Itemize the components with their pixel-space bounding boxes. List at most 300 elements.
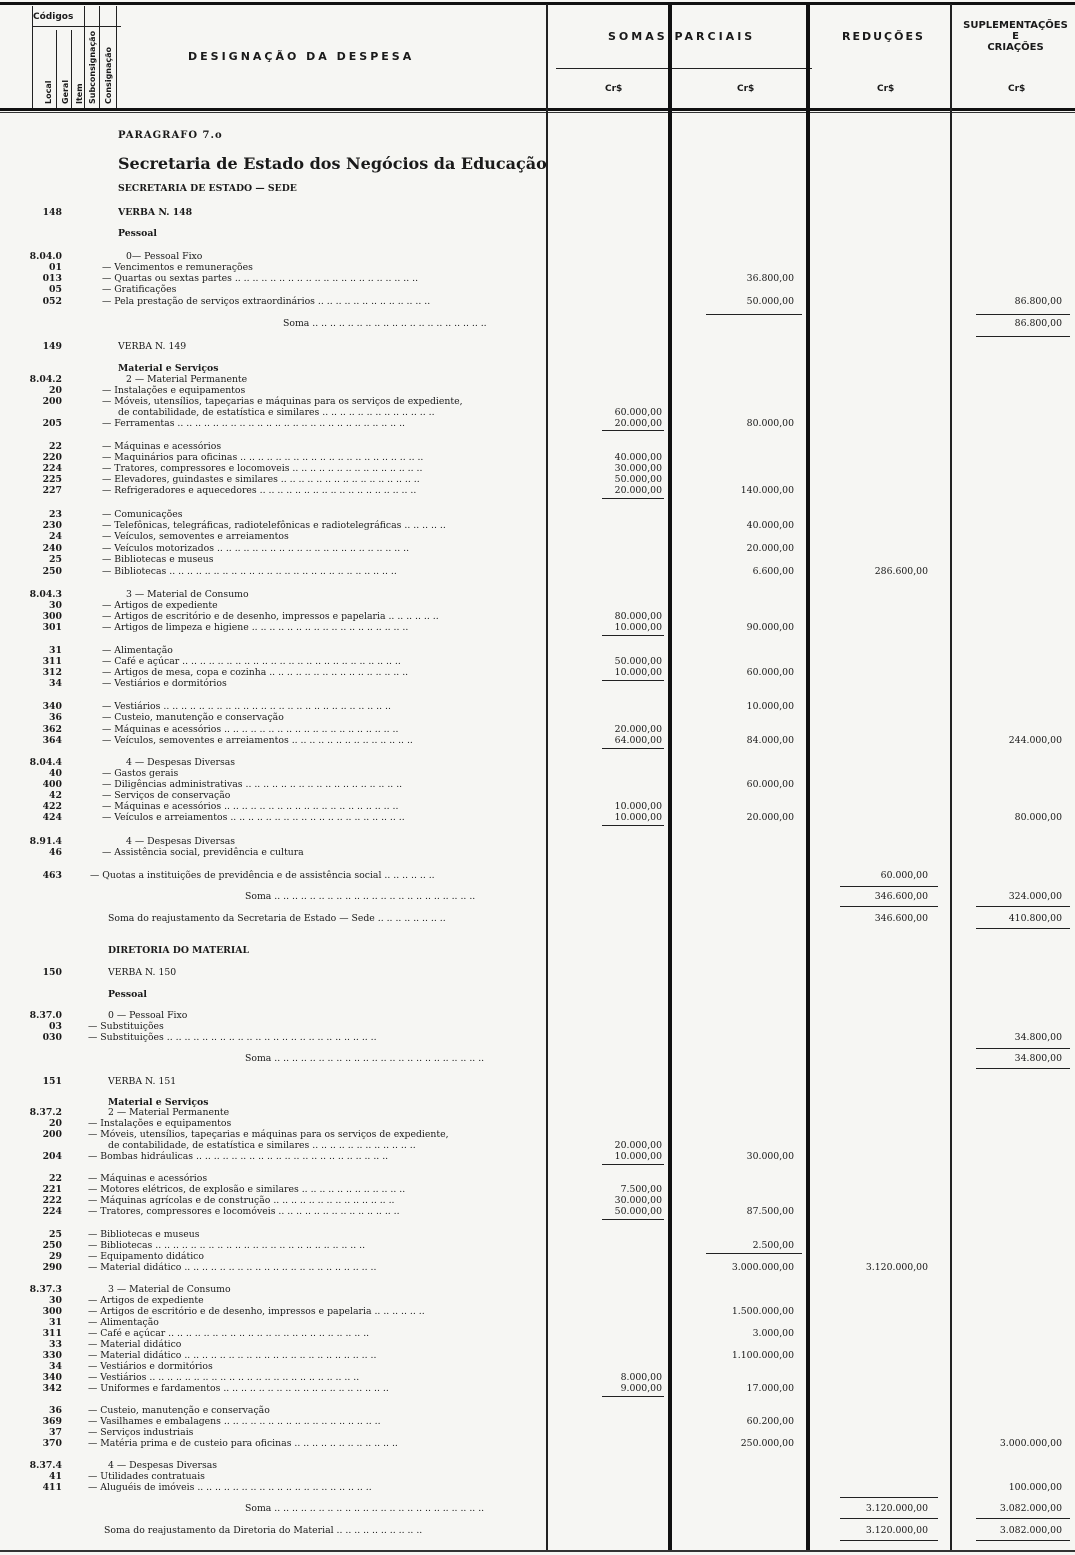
table-row bbox=[0, 724, 1075, 735]
amount-sup: 324.000,00 bbox=[1008, 891, 1062, 902]
row-description: Pessoal bbox=[118, 228, 157, 239]
amount-p2: 40.000,00 bbox=[746, 520, 794, 531]
table-row bbox=[0, 1151, 1075, 1162]
row-description: — Bibliotecas e museus bbox=[88, 1229, 200, 1240]
table-row bbox=[0, 262, 1075, 273]
row-code: 362 bbox=[42, 724, 62, 735]
amount-p1: 20.000,00 bbox=[614, 418, 662, 429]
sum-rule bbox=[602, 680, 664, 681]
sum-rule bbox=[976, 1048, 1070, 1049]
sum-rule bbox=[602, 1164, 664, 1165]
table-row bbox=[0, 1405, 1075, 1416]
table-row bbox=[0, 1350, 1075, 1361]
table-row bbox=[0, 1416, 1075, 1427]
row-description: 3 — Material de Consumo bbox=[126, 589, 249, 600]
row-description: Soma .. .. .. .. .. .. .. .. .. .. .. .. .. .. .. .. .. .. .. .. bbox=[283, 318, 487, 329]
table-row bbox=[0, 801, 1075, 812]
row-description: — Matéria prima e de custeio para oficinas .. .. .. .. .. .. .. .. .. .. .. .. bbox=[88, 1438, 398, 1449]
table-row bbox=[0, 768, 1075, 779]
row-description: — Vestiários e dormitórios bbox=[88, 1361, 213, 1372]
row-description: — Máquinas e acessórios bbox=[102, 441, 222, 452]
amount-p1: 10.000,00 bbox=[614, 812, 662, 823]
row-description: Soma .. .. .. .. .. .. .. .. .. .. .. .. .. .. .. .. .. .. .. .. .. .. .. .. bbox=[245, 1503, 485, 1514]
row-code: 205 bbox=[42, 418, 62, 429]
table-row bbox=[0, 1184, 1075, 1195]
sum-rule bbox=[706, 1253, 802, 1254]
table-row bbox=[0, 531, 1075, 542]
sum-rule bbox=[602, 1219, 664, 1220]
row-description: — Alimentação bbox=[102, 645, 173, 656]
table-row bbox=[0, 318, 1075, 329]
table-row bbox=[0, 656, 1075, 667]
amount-p1: 20.000,00 bbox=[614, 485, 662, 496]
row-code: 369 bbox=[42, 1416, 62, 1427]
table-row bbox=[0, 989, 1075, 1000]
table-row bbox=[0, 441, 1075, 452]
row-code: 8.37.4 bbox=[29, 1460, 62, 1471]
row-description: — Equipamento didático bbox=[88, 1251, 204, 1262]
amount-p2: 60.200,00 bbox=[746, 1416, 794, 1427]
row-description: — Instalações e equipamentos bbox=[88, 1118, 232, 1129]
amount-p2: 3.000,00 bbox=[752, 1328, 794, 1339]
amount-red: 346.600,00 bbox=[874, 913, 928, 924]
currency-sup: Cr$ bbox=[1008, 84, 1026, 94]
row-code: 370 bbox=[42, 1438, 62, 1449]
row-code: 330 bbox=[42, 1350, 62, 1361]
row-code: 30 bbox=[49, 600, 62, 611]
amount-p2: 10.000,00 bbox=[746, 701, 794, 712]
amount-red: 286.600,00 bbox=[874, 566, 928, 577]
row-description: — Bibliotecas .. .. .. .. .. .. .. .. .. .. .. .. .. .. .. .. .. .. .. .. .. .. .. .. .. .. bbox=[102, 566, 397, 577]
amount-red: 346.600,00 bbox=[874, 891, 928, 902]
sum-rule bbox=[976, 314, 1070, 315]
currency-red: Cr$ bbox=[877, 84, 895, 94]
row-description: de contabilidade, de estatística e similares .. .. .. .. .. .. .. .. .. .. .. .. bbox=[108, 1140, 416, 1151]
amount-p1: 40.000,00 bbox=[614, 452, 662, 463]
table-row bbox=[0, 485, 1075, 496]
amount-red: 3.120.000,00 bbox=[865, 1525, 928, 1536]
amount-p2: 20.000,00 bbox=[746, 543, 794, 554]
row-description: — Serviços industriais bbox=[88, 1427, 194, 1438]
table-row bbox=[0, 1306, 1075, 1317]
row-description: — Veículos, semoventes e arreiamentos .. .. .. .. .. .. .. .. .. .. .. .. .. .. bbox=[102, 735, 413, 746]
table-row bbox=[0, 622, 1075, 633]
row-code: 41 bbox=[49, 1471, 62, 1482]
table-row bbox=[0, 757, 1075, 768]
table-row bbox=[0, 1339, 1075, 1350]
amount-p1: 7.500,00 bbox=[620, 1184, 662, 1195]
row-code: 400 bbox=[42, 779, 62, 790]
sum-rule bbox=[602, 825, 664, 826]
amount-p1: 64.000,00 bbox=[614, 735, 662, 746]
row-code: 25 bbox=[49, 554, 62, 565]
row-description: — Material didático .. .. .. .. .. .. .. .. .. .. .. .. .. .. .. .. .. .. .. .. .. .. bbox=[88, 1262, 377, 1273]
row-description: Pessoal bbox=[108, 989, 147, 1000]
amount-p2: 17.000,00 bbox=[746, 1383, 794, 1394]
col-subconsignacao: Subconsignação bbox=[88, 30, 97, 104]
table-row bbox=[0, 566, 1075, 577]
amount-p2: 250.000,00 bbox=[740, 1438, 794, 1449]
row-code: 37 bbox=[49, 1427, 62, 1438]
amount-p1: 10.000,00 bbox=[614, 622, 662, 633]
row-code: 8.04.3 bbox=[29, 589, 62, 600]
row-code: 42 bbox=[49, 790, 62, 801]
row-description: — Ferramentas .. .. .. .. .. .. .. .. .. .. .. .. .. .. .. .. .. .. .. .. .. .. .. .. .. .. bbox=[102, 418, 405, 429]
sum-rule bbox=[840, 1497, 938, 1498]
row-code: 31 bbox=[49, 1317, 62, 1328]
table-row bbox=[0, 1438, 1075, 1449]
table-row bbox=[0, 407, 1075, 418]
row-description: 4 — Despesas Diversas bbox=[126, 757, 236, 768]
sum-rule bbox=[602, 635, 664, 636]
amount-sup: 100.000,00 bbox=[1008, 1482, 1062, 1493]
row-code: 148 bbox=[42, 207, 62, 218]
amount-p1: 10.000,00 bbox=[614, 801, 662, 812]
amount-p2: 87.500,00 bbox=[746, 1206, 794, 1217]
table-row bbox=[0, 712, 1075, 723]
row-description: — Quartas ou sextas partes .. .. .. .. .. .. .. .. .. .. .. .. .. .. .. .. .. .. .. .. .. bbox=[102, 273, 419, 284]
row-description: — Refrigeradores e aquecedores .. .. .. .. .. .. .. .. .. .. .. .. .. .. .. .. .. .. bbox=[102, 485, 417, 496]
suplementacoes-header bbox=[956, 20, 1075, 53]
somas-rule bbox=[556, 68, 812, 69]
sum-rule bbox=[976, 928, 1070, 929]
table-row bbox=[0, 341, 1075, 352]
row-description: — Quotas a instituições de previdência e de assistência social .. .. .. .. .. .. bbox=[90, 870, 435, 881]
sum-rule bbox=[976, 336, 1070, 337]
table-row bbox=[0, 418, 1075, 429]
row-description: Soma do reajustamento da Diretoria do Material .. .. .. .. .. .. .. .. .. .. bbox=[104, 1525, 423, 1536]
header-bottom-rule-2 bbox=[0, 112, 1075, 113]
row-description: — Máquinas e acessórios .. .. .. .. .. .. .. .. .. .. .. .. .. .. .. .. .. .. .. .. bbox=[102, 724, 399, 735]
row-code: 33 bbox=[49, 1339, 62, 1350]
table-row bbox=[0, 645, 1075, 656]
row-description: — Comunicações bbox=[102, 509, 183, 520]
table-row bbox=[0, 1372, 1075, 1383]
sum-rule bbox=[976, 1518, 1070, 1519]
table-row bbox=[0, 1076, 1075, 1087]
col-geral: Geral bbox=[61, 79, 70, 104]
table-row bbox=[0, 589, 1075, 600]
amount-p2: 30.000,00 bbox=[746, 1151, 794, 1162]
table-row bbox=[0, 273, 1075, 284]
row-code: 36 bbox=[49, 712, 62, 723]
table-row bbox=[0, 251, 1075, 262]
page-title: Secretaria de Estado dos Negócios da Educação bbox=[118, 154, 547, 173]
table-row bbox=[0, 374, 1075, 385]
row-code: 311 bbox=[42, 1328, 62, 1339]
amount-red: 3.120.000,00 bbox=[865, 1262, 928, 1273]
sum-rule bbox=[976, 1068, 1070, 1069]
row-description: — Móveis, utensílios, tapeçarias e máquinas para os serviços de expediente, bbox=[102, 396, 463, 407]
row-code: 151 bbox=[42, 1076, 62, 1087]
amount-sup: 3.000.000,00 bbox=[999, 1438, 1062, 1449]
table-row bbox=[0, 1107, 1075, 1118]
sum-rule bbox=[976, 906, 1070, 907]
table-row bbox=[0, 1317, 1075, 1328]
row-code: 250 bbox=[42, 1240, 62, 1251]
table-row bbox=[0, 600, 1075, 611]
table-row bbox=[0, 284, 1075, 295]
suplementacoes-line-1: SUPLEMENTAÇÕES bbox=[963, 20, 1068, 31]
col-item: Item bbox=[75, 83, 84, 104]
table-row bbox=[0, 183, 1075, 194]
row-description: — Gastos gerais bbox=[102, 768, 179, 779]
row-code: 25 bbox=[49, 1229, 62, 1240]
amount-p2: 1.500.000,00 bbox=[731, 1306, 794, 1317]
table-row bbox=[0, 228, 1075, 239]
code-divider-3 bbox=[84, 6, 85, 108]
table-row bbox=[0, 474, 1075, 485]
sum-rule bbox=[706, 314, 802, 315]
row-code: 300 bbox=[42, 611, 62, 622]
amount-p2: 6.600,00 bbox=[752, 566, 794, 577]
row-code: 05 bbox=[49, 284, 62, 295]
table-row bbox=[0, 1021, 1075, 1032]
sum-rule bbox=[840, 886, 938, 887]
row-description: DIRETORIA DO MATERIAL bbox=[108, 945, 249, 956]
table-row bbox=[0, 1328, 1075, 1339]
row-description: — Utilidades contratuais bbox=[88, 1471, 205, 1482]
suplementacoes-line-2: E bbox=[1012, 31, 1019, 42]
row-description: — Vestiários e dormitórios bbox=[102, 678, 227, 689]
amount-p1: 30.000,00 bbox=[614, 463, 662, 474]
row-description: — Bombas hidráulicas .. .. .. .. .. .. .. .. .. .. .. .. .. .. .. .. .. .. .. .. .. .. bbox=[88, 1151, 389, 1162]
table-row bbox=[0, 1032, 1075, 1043]
amount-p2: 60.000,00 bbox=[746, 779, 794, 790]
table-row bbox=[0, 1195, 1075, 1206]
row-description: Soma .. .. .. .. .. .. .. .. .. .. .. .. .. .. .. .. .. .. .. .. .. .. .. bbox=[245, 891, 476, 902]
row-code: 8.37.2 bbox=[29, 1107, 62, 1118]
row-code: 290 bbox=[42, 1262, 62, 1273]
table-row bbox=[0, 463, 1075, 474]
row-code: 311 bbox=[42, 656, 62, 667]
amount-p2: 2.500,00 bbox=[752, 1240, 794, 1251]
table-row bbox=[0, 790, 1075, 801]
amount-p1: 80.000,00 bbox=[614, 611, 662, 622]
row-code: 224 bbox=[42, 463, 62, 474]
table-row bbox=[0, 1010, 1075, 1021]
row-description: — Elevadores, guindastes e similares .. .. .. .. .. .. .. .. .. .. .. .. .. .. .. .. bbox=[102, 474, 420, 485]
table-row bbox=[0, 396, 1075, 407]
row-code: 340 bbox=[42, 701, 62, 712]
row-code: 31 bbox=[49, 645, 62, 656]
code-divider-0 bbox=[32, 6, 33, 108]
row-code: 200 bbox=[42, 1129, 62, 1140]
row-code: 220 bbox=[42, 452, 62, 463]
amount-p2: 90.000,00 bbox=[746, 622, 794, 633]
row-code: 22 bbox=[49, 441, 62, 452]
row-code: 30 bbox=[49, 1295, 62, 1306]
table-row bbox=[0, 1229, 1075, 1240]
row-code: 250 bbox=[42, 566, 62, 577]
row-description: 4 — Despesas Diversas bbox=[108, 1460, 218, 1471]
row-description: 0 — Pessoal Fixo bbox=[108, 1010, 188, 1021]
row-code: 364 bbox=[42, 735, 62, 746]
row-description: — Assistência social, previdência e cultura bbox=[102, 847, 304, 858]
row-description: — Pela prestação de serviços extraordinários .. .. .. .. .. .. .. .. .. .. .. .. .. bbox=[102, 296, 431, 307]
row-description: — Veículos, semoventes e arreiamentos bbox=[102, 531, 289, 542]
row-description: — Motores elétricos, de explosão e similares .. .. .. .. .. .. .. .. .. .. .. .. bbox=[88, 1184, 406, 1195]
row-code: 200 bbox=[42, 396, 62, 407]
sum-rule bbox=[840, 906, 938, 907]
row-description: — Custeio, manutenção e conservação bbox=[102, 712, 284, 723]
col-local: Local bbox=[44, 80, 53, 104]
code-divider-5 bbox=[116, 6, 117, 108]
row-description: — Artigos de expediente bbox=[102, 600, 218, 611]
row-code: 030 bbox=[42, 1032, 62, 1043]
table-row bbox=[0, 701, 1075, 712]
row-code: 23 bbox=[49, 509, 62, 520]
row-description: — Tratores, compressores e locomoveis .. .. .. .. .. .. .. .. .. .. .. .. .. .. .. bbox=[102, 463, 423, 474]
row-description: — Material didático bbox=[88, 1339, 182, 1350]
suplementacoes-line-3: CRIAÇÕES bbox=[987, 42, 1044, 53]
row-code: 422 bbox=[42, 801, 62, 812]
row-description: 4 — Despesas Diversas bbox=[126, 836, 236, 847]
row-code: 24 bbox=[49, 531, 62, 542]
designacao-header: DESIGNAÇÃO DA DESPESA bbox=[188, 50, 415, 63]
table-row bbox=[0, 385, 1075, 396]
row-description: 3 — Material de Consumo bbox=[108, 1284, 231, 1295]
amount-p1: 50.000,00 bbox=[614, 1206, 662, 1217]
row-code: 20 bbox=[49, 1118, 62, 1129]
amount-p2: 80.000,00 bbox=[746, 418, 794, 429]
row-description: — Telefônicas, telegráficas, radiotelefônicas e radiotelegráficas .. .. .. .. .. bbox=[102, 520, 446, 531]
row-description: VERBA N. 151 bbox=[108, 1076, 177, 1087]
table-row bbox=[0, 967, 1075, 978]
table-row bbox=[0, 1129, 1075, 1140]
row-code: 300 bbox=[42, 1306, 62, 1317]
col-consignacao: Consignação bbox=[104, 46, 113, 104]
sum-rule bbox=[602, 498, 664, 499]
row-description: — Máquinas e acessórios .. .. .. .. .. .. .. .. .. .. .. .. .. .. .. .. .. .. .. .. bbox=[102, 801, 399, 812]
row-code: 8.04.4 bbox=[29, 757, 62, 768]
row-description: — Instalações e equipamentos bbox=[102, 385, 246, 396]
table-row bbox=[0, 1240, 1075, 1251]
row-code: 013 bbox=[42, 273, 62, 284]
amount-p2: 140.000,00 bbox=[740, 485, 794, 496]
amount-p1: 10.000,00 bbox=[614, 667, 662, 678]
row-description: — Artigos de mesa, copa e cozinha .. .. .. .. .. .. .. .. .. .. .. .. .. .. .. .. bbox=[102, 667, 409, 678]
row-code: 8.04.0 bbox=[29, 251, 62, 262]
row-description: — Tratores, compressores e locomóveis .. .. .. .. .. .. .. .. .. .. .. .. .. .. bbox=[88, 1206, 400, 1217]
table-row bbox=[0, 1206, 1075, 1217]
sum-rule bbox=[840, 1518, 938, 1519]
row-description: — Café e açúcar .. .. .. .. .. .. .. .. .. .. .. .. .. .. .. .. .. .. .. .. .. .. .. .. .. bbox=[102, 656, 401, 667]
row-code: 46 bbox=[49, 847, 62, 858]
codigos-label: Códigos bbox=[33, 12, 74, 22]
table-row bbox=[0, 1295, 1075, 1306]
header-bottom-rule bbox=[0, 108, 1075, 111]
table-row bbox=[0, 554, 1075, 565]
row-code: 225 bbox=[42, 474, 62, 485]
table-row bbox=[0, 543, 1075, 554]
table-row bbox=[0, 945, 1075, 956]
row-code: 340 bbox=[42, 1372, 62, 1383]
amount-p2: 50.000,00 bbox=[746, 296, 794, 307]
table-row bbox=[0, 812, 1075, 823]
row-description: — Material didático .. .. .. .. .. .. .. .. .. .. .. .. .. .. .. .. .. .. .. .. .. .. bbox=[88, 1350, 377, 1361]
amount-p1: 60.000,00 bbox=[614, 407, 662, 418]
row-code: 230 bbox=[42, 520, 62, 531]
code-divider-4 bbox=[99, 6, 100, 108]
row-code: 01 bbox=[49, 262, 62, 273]
table-row bbox=[0, 779, 1075, 790]
row-description: — Veículos e arreiamentos .. .. .. .. .. .. .. .. .. .. .. .. .. .. .. .. .. .. .. .. bbox=[102, 812, 405, 823]
table-row bbox=[0, 363, 1075, 374]
table-row bbox=[0, 1361, 1075, 1372]
table-row bbox=[0, 1262, 1075, 1273]
row-description: — Aluguéis de imóveis .. .. .. .. .. .. .. .. .. .. .. .. .. .. .. .. .. .. .. .. bbox=[88, 1482, 372, 1493]
row-description: — Artigos de expediente bbox=[88, 1295, 204, 1306]
row-description: — Serviços de conservação bbox=[102, 790, 231, 801]
table-row bbox=[0, 1460, 1075, 1471]
bottom-rule bbox=[0, 1550, 1075, 1552]
table-row bbox=[0, 836, 1075, 847]
row-description: — Substituições .. .. .. .. .. .. .. .. .. .. .. .. .. .. .. .. .. .. .. .. .. .. .. .. bbox=[88, 1032, 377, 1043]
sum-rule bbox=[602, 430, 664, 431]
top-rule bbox=[0, 2, 1075, 5]
row-code: 227 bbox=[42, 485, 62, 496]
amount-sup: 86.800,00 bbox=[1014, 318, 1062, 329]
row-code: 22 bbox=[49, 1173, 62, 1184]
amount-p1: 20.000,00 bbox=[614, 724, 662, 735]
table-row bbox=[0, 452, 1075, 463]
row-code: 149 bbox=[42, 341, 62, 352]
table-row bbox=[0, 891, 1075, 902]
row-description: — Bibliotecas e museus bbox=[102, 554, 214, 565]
table-row bbox=[0, 1118, 1075, 1129]
row-code: 224 bbox=[42, 1206, 62, 1217]
amount-sup: 34.800,00 bbox=[1014, 1032, 1062, 1043]
row-code: 20 bbox=[49, 385, 62, 396]
row-code: 463 bbox=[42, 870, 62, 881]
row-code: 052 bbox=[42, 296, 62, 307]
table-row bbox=[0, 1284, 1075, 1295]
row-description: — Substituições bbox=[88, 1021, 164, 1032]
amount-p1: 9.000,00 bbox=[620, 1383, 662, 1394]
row-description: Material e Serviços bbox=[108, 1097, 209, 1108]
row-code: 34 bbox=[49, 678, 62, 689]
amount-sup: 80.000,00 bbox=[1014, 812, 1062, 823]
row-description: SECRETARIA DE ESTADO — SEDE bbox=[118, 183, 297, 194]
amount-sup: 244.000,00 bbox=[1008, 735, 1062, 746]
row-code: 222 bbox=[42, 1195, 62, 1206]
row-description: Material e Serviços bbox=[118, 363, 219, 374]
amount-p1: 30.000,00 bbox=[614, 1195, 662, 1206]
row-description: VERBA N. 150 bbox=[108, 967, 177, 978]
row-description: — Bibliotecas .. .. .. .. .. .. .. .. .. .. .. .. .. .. .. .. .. .. .. .. .. .. .. .. bbox=[88, 1240, 366, 1251]
table-row bbox=[0, 870, 1075, 881]
table-row bbox=[0, 611, 1075, 622]
row-description: Soma do reajustamento da Secretaria de Estado — Sede .. .. .. .. .. .. .. .. bbox=[108, 913, 446, 924]
sum-rule bbox=[602, 1396, 664, 1397]
row-code: 240 bbox=[42, 543, 62, 554]
table-row bbox=[0, 1482, 1075, 1493]
table-row bbox=[0, 520, 1075, 531]
row-description: VERBA N. 149 bbox=[118, 341, 187, 352]
amount-red: 3.120.000,00 bbox=[865, 1503, 928, 1514]
reducoes-header: REDUÇÕES bbox=[842, 30, 925, 43]
row-description: — Maquinários para oficinas .. .. .. .. .. .. .. .. .. .. .. .. .. .. .. .. .. .. .. .. .. bbox=[102, 452, 424, 463]
row-description: 0— Pessoal Fixo bbox=[126, 251, 203, 262]
row-description: — Uniformes e fardamentos .. .. .. .. .. .. .. .. .. .. .. .. .. .. .. .. .. .. .. bbox=[88, 1383, 389, 1394]
amount-sup: 34.800,00 bbox=[1014, 1053, 1062, 1064]
amount-p1: 10.000,00 bbox=[614, 1151, 662, 1162]
table-row bbox=[0, 667, 1075, 678]
row-description: — Diligências administrativas .. .. .. .. .. .. .. .. .. .. .. .. .. .. .. .. .. .. bbox=[102, 779, 403, 790]
row-code: 8.37.3 bbox=[29, 1284, 62, 1295]
sum-rule bbox=[840, 1540, 938, 1541]
